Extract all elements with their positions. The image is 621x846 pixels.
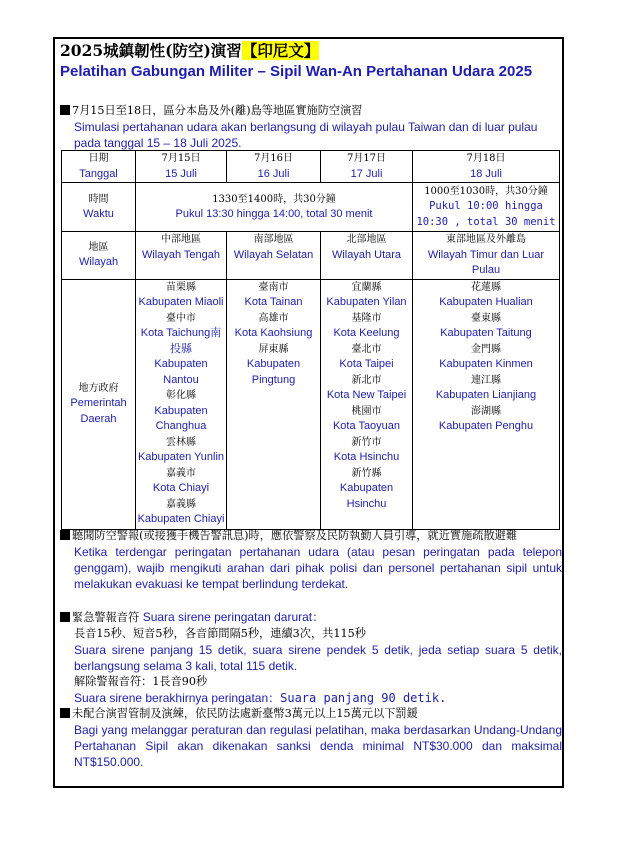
region-cell: 中部地區 Wilayah Tengah — [136, 232, 227, 280]
gov-label: 地方政府 Pemerintah Daerah — [62, 279, 136, 529]
section-penalty-zh: 未配合演習管制及演練，依民防法處新臺幣3萬元以上15萬元以下罰鍰 — [72, 707, 418, 720]
siren-heading-zh: 緊急警報音符 — [72, 611, 140, 624]
section-penalty — [60, 706, 562, 770]
date-cell: 7月18日 18 Juli — [413, 151, 560, 183]
region-cell: 北部地區 Wilayah Utara — [321, 232, 413, 280]
time-label: 時間 Waktu — [62, 183, 136, 232]
siren-line1-zh: 長音15秒、短音5秒，各音節間隔5秒，連續3次，共115秒 — [74, 627, 366, 640]
bullet-square-icon — [60, 612, 70, 622]
bullet-square-icon — [60, 708, 70, 718]
row-region — [62, 232, 560, 280]
gov-cell-east: 花蓮縣 Kabupaten Hualian 臺東縣 Kabupaten Taitung 金門縣 Kabupaten Kinmen 連江縣 Kabupaten Lianjiang 澎湖縣 Kabupaten Penghu — [413, 279, 560, 529]
date-cell: 7月16日 16 Juli — [227, 151, 321, 183]
region-cell: 東部地區及外離島 Wilayah Timur dan Luar Pulau — [413, 232, 560, 280]
section-dates-zh: 7月15日至18日，區分本島及外(離)島等地區實施防空演習 — [72, 104, 363, 117]
row-governments — [62, 279, 560, 529]
section-dates-id: Simulasi pertahanan udara akan berlangsung di wilayah pulau Taiwan dan di luar pulau pada tanggal 15 – 18 Juli 2025. — [74, 120, 538, 150]
date-cell: 7月17日 17 Juli — [321, 151, 413, 183]
section-evacuation-id: Ketika terdengar peringatan pertahanan udara (atau pesan peringatan pada telepon genggam), wajib mengikuti arahan dari pihak polisi dan personel pertahanan sipil untuk melakukan evakuasi ke tempat berlindung terdekat. — [74, 545, 562, 591]
time-main: 1330至1400時，共30分鐘 Pukul 13:30 hingga 14:00, total 30 menit — [136, 183, 413, 232]
bullet-square-icon — [60, 105, 70, 115]
time-last: 1000至1030時，共30分鐘 Pukul 10:00 hingga 10:30 , total 30 menit — [413, 183, 560, 232]
date-label: 日期 Tanggal — [62, 151, 136, 183]
siren-line2-zh: 解除警報音符：1長音90秒 — [74, 675, 208, 688]
row-dates — [62, 151, 560, 183]
siren-line2-id: Suara sirene berakhirnya peringatan： — [74, 691, 281, 705]
section-penalty-id: Bagi yang melanggar peraturan dan regulasi pelatihan, maka berdasarkan Undang-Undang Pertahanan Sipil akan dikenakan sanksi denda minimal NT$30.000 dan maksimal NT$150.000. — [74, 723, 562, 769]
gov-cell-north: 宜蘭縣 Kabupaten Yilan 基隆市 Kota Keelung 臺北市 Kota Taipei 新北市 Kota New Taipei 桃園市 Kota Taoyuan 新竹市 Kota Hsinchu 新竹縣 Kabupaten Hsinchu — [321, 279, 413, 529]
date-cell: 7月15日 15 Juli — [136, 151, 227, 183]
bullet-square-icon — [60, 530, 70, 540]
gov-cell-central: 苗栗縣 Kabupaten Miaoli 臺中市 Kota Taichung南投縣 Kabupaten Nantou 彰化縣 Kabupaten Changhua 雲林縣 Kabupaten Yunlin 嘉義市 Kota Chiayi 嘉義縣 Kabupaten Chiayi — [136, 279, 227, 529]
siren-line1-id: Suara sirene panjang 15 detik, suara sirene pendek 5 detik, jeda setiap suara 5 detik, berlangsung selama 3 kali, total 115 detik. — [74, 643, 562, 673]
siren-line2-id-value: Suara panjang 90 detik. — [280, 691, 447, 705]
section-siren — [60, 609, 562, 707]
document-title — [60, 40, 319, 61]
region-cell: 南部地區 Wilayah Selatan — [227, 232, 321, 280]
schedule-table — [61, 150, 560, 530]
title-indonesian: Pelatihan Gabungan Militer – Sipil Wan-An Pertahanan Udara 2025 — [60, 63, 533, 80]
section-dates — [60, 103, 562, 151]
row-time — [62, 183, 560, 232]
gov-cell-south: 臺南市 Kota Tainan 高雄市 Kota Kaohsiung 屏東縣 Kabupaten Pingtung — [227, 279, 321, 529]
siren-heading-id: Suara sirene peringatan darurat： — [142, 610, 325, 624]
section-evacuation — [60, 528, 562, 592]
language-tag: 【印尼文】 — [241, 41, 320, 60]
section-evacuation-zh: 聽聞防空警報(或接獲手機告警訊息)時，應依警察及民防執勤人員引導，就近實施疏散避難 — [72, 529, 518, 542]
region-label: 地區 Wilayah — [62, 232, 136, 280]
title-chinese: 2025城鎮韌性(防空)演習 — [60, 41, 242, 60]
